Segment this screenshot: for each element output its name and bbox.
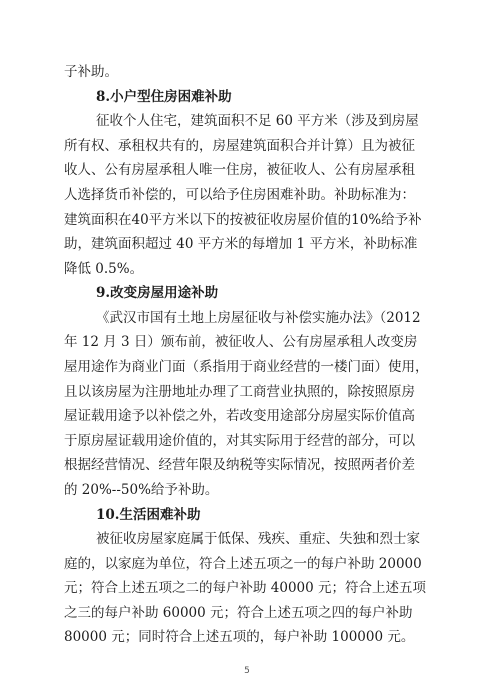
paragraph-line: 降低 0.5%。 xyxy=(64,261,144,277)
paragraph-line: 的 20%--50%给予补助。 xyxy=(64,482,219,498)
section-heading-9: 9.改变房屋用途补助 xyxy=(96,285,219,301)
paragraph-line: 于原房屋证载用途价值的，对其实际用于经营的部分，可以 xyxy=(64,433,415,449)
paragraph-line: 屋用途作为商业门面（系指用于商业经营的一楼门面）使用， xyxy=(64,359,429,375)
paragraph-line: 元；符合上述五项之二的每户补助 40000 元；符合上述五项 xyxy=(64,580,427,596)
section-heading-8: 8.小户型住房困难补助 xyxy=(96,89,232,105)
paragraph-line: 所有权、承租权共有的，房屋建筑面积合并计算）且为被征 xyxy=(64,138,415,154)
paragraph-line: 被征收房屋家庭属于低保、残疾、重症、失独和烈士家 xyxy=(96,531,420,547)
paragraph-line: 人选择货币补偿的，可以给予住房困难补助。补助标准为： xyxy=(64,187,415,203)
paragraph-line: 屋证载用途予以补偿之外，若改变用途部分房屋实际价值高 xyxy=(64,408,415,424)
paragraph-line: 且以该房屋为注册地址办理了工商营业执照的，除按照原房 xyxy=(64,384,415,400)
paragraph-line: 80000 元；同时符合上述五项的，每户补助 100000 元。 xyxy=(64,629,415,645)
paragraph-line: 庭的，以家庭为单位，符合上述五项之一的每户补助 20000 xyxy=(64,556,422,572)
paragraph-line: 年 12 月 3 日）颁布前，被征收人、公有房屋承租人改变房 xyxy=(64,334,418,350)
paragraph-line: 收人、公有房屋承租人唯一住房，被征收人、公有房屋承租 xyxy=(64,162,415,178)
paragraph-line: 《武汉市国有土地上房屋征收与补偿实施办法》（2012 xyxy=(96,310,421,326)
paragraph-line: 征收个人住宅，建筑面积不足 60 平方米（涉及到房屋 xyxy=(96,113,419,129)
section-heading-10: 10.生活困难补助 xyxy=(96,507,201,523)
paragraph-line: 建筑面积在40平方米以下的按被征收房屋价值的10%给予补 xyxy=(64,212,422,228)
paragraph-line: 助，建筑面积超过 40 平方米的每增加 1 平方米，补助标准 xyxy=(64,236,418,252)
page-number: 5 xyxy=(244,666,250,676)
paragraph-line: 子补助。 xyxy=(64,64,118,80)
paragraph-line: 根据经营情况、经营年限及纳税等实际情况，按照两者价差 xyxy=(64,457,415,473)
paragraph-line: 之三的每户补助 60000 元；符合上述五项之四的每户补助 xyxy=(64,605,413,621)
